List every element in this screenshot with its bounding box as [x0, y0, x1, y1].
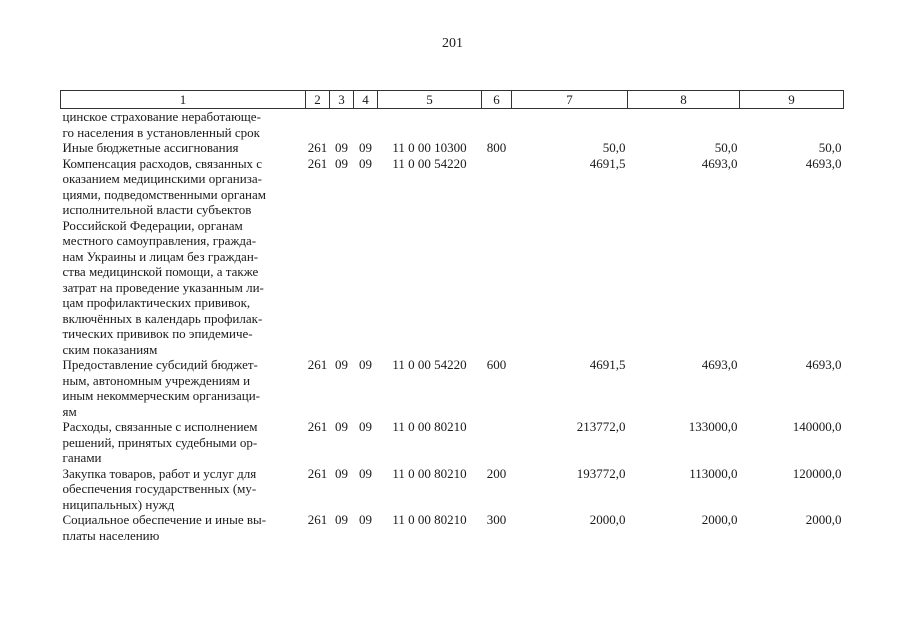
cell-target-article: 11 0 00 80210 — [392, 419, 467, 434]
cell-amount-7: 4691,5 — [589, 357, 626, 372]
header-row — [61, 91, 844, 109]
row-name-line: оказанием медицинскими организа- — [62, 171, 262, 186]
cell-code-3: 09 — [335, 357, 348, 372]
row-name-line: тических прививок по эпидемиче- — [62, 326, 253, 341]
row-name-line: нам Украины и лицам без граждан- — [62, 248, 259, 264]
row-name-line: Социальное обеспечение и иные вы- — [62, 512, 267, 527]
cell-amount-8: 4693,0 — [701, 155, 738, 171]
cell-amount-8: 113000,0 — [689, 465, 738, 481]
cell-amount-9: 50,0 — [818, 140, 842, 155]
page-number: 201 — [442, 36, 463, 51]
cell-amount-7: 213772,0 — [576, 419, 626, 434]
cell-code-2 — [306, 109, 330, 141]
cell-code-3: 09 — [335, 140, 348, 155]
column-header-4: 4 — [354, 91, 378, 109]
cell-amount-8: 133000,0 — [688, 419, 738, 434]
cell-expense-type: 200 — [486, 465, 507, 481]
row-name — [61, 109, 306, 141]
cell-amount-9: 4693,0 — [805, 155, 842, 171]
row-name-line: Расходы, связанные с исполнением — [62, 419, 258, 434]
row-name-line: цинское страхование неработающе- — [62, 109, 261, 124]
row-name-line: обеспечения государственных (му- — [62, 481, 257, 496]
cell-code-4: 09 — [359, 419, 372, 434]
cell-amount-7: 4691,5 — [589, 155, 626, 171]
cell-code-3 — [330, 109, 354, 141]
cell-code-2: 261 — [307, 155, 328, 171]
cell-expense-type: 300 — [486, 512, 507, 527]
table-row — [61, 419, 844, 466]
row-name-line: ганами — [62, 450, 102, 465]
cell-code-3: 09 — [335, 155, 348, 171]
row-name-line: включённых в календарь профилак- — [62, 310, 263, 326]
row-name-line: ства медицинской помощи, а также — [62, 264, 259, 279]
column-header-1: 1 — [61, 91, 306, 109]
row-name — [61, 357, 306, 419]
cell-code-4 — [354, 109, 378, 141]
cell-amount-8: 2000,0 — [701, 512, 738, 527]
cell-code-4: 09 — [359, 512, 372, 527]
cell-code-2: 261 — [307, 140, 328, 155]
row-name — [61, 466, 306, 513]
row-name-line: цам профилактических прививок, — [62, 295, 251, 310]
cell-target-article: 11 0 00 54220 — [392, 155, 467, 171]
row-name-line: ным, автономным учреждениям и — [62, 372, 251, 388]
row-name-line: Иные бюджетные ассигнования — [62, 140, 239, 155]
table-row — [61, 140, 844, 156]
cell-amount-9: 120000,0 — [792, 465, 842, 481]
cell-target-article: 11 0 00 80210 — [392, 465, 467, 481]
cell-code-3: 09 — [335, 512, 348, 527]
row-name-line: Закупка товаров, работ и услуг для — [62, 465, 257, 481]
table-row — [61, 512, 844, 543]
row-name-line: циями, подведомственными органам — [62, 186, 266, 202]
column-header-5: 5 — [378, 91, 482, 109]
cell-expense-type: 600 — [486, 357, 507, 372]
cell-code-3: 09 — [335, 465, 348, 481]
table-row — [61, 156, 844, 358]
table-row — [61, 109, 844, 141]
cell-code-2: 261 — [307, 512, 328, 527]
row-name-line: ям — [62, 403, 77, 419]
column-header-3: 3 — [330, 91, 354, 109]
row-name-line: исполнительной власти субъектов — [62, 202, 252, 217]
cell-code-2: 261 — [307, 465, 328, 481]
table-body — [61, 109, 844, 544]
cell-expense-type — [482, 109, 512, 141]
cell-target-article: 11 0 00 80210 — [392, 512, 467, 527]
row-name-line: го населения в установленный срок — [62, 124, 260, 140]
row-name-line: ским показаниям — [62, 341, 158, 357]
row-name-line: иным некоммерческим организаци- — [62, 388, 260, 403]
cell-amount-8: 50,0 — [714, 140, 738, 155]
row-name-line: ниципальных) нужд — [62, 496, 175, 512]
cell-target-article: 11 0 00 10300 — [392, 140, 467, 155]
cell-amount-8: 4693,0 — [701, 357, 738, 372]
budget-table — [60, 90, 844, 543]
table-row — [61, 357, 844, 419]
cell-code-4: 09 — [359, 357, 372, 372]
column-header-2: 2 — [306, 91, 330, 109]
cell-amount-9: 4693,0 — [805, 357, 842, 372]
row-name — [61, 512, 306, 543]
row-name-line: затрат на проведение указанным ли- — [62, 279, 264, 295]
cell-expense-type — [482, 419, 512, 466]
cell-target-article: 11 0 00 54220 — [392, 357, 467, 372]
column-header-6: 6 — [482, 91, 512, 109]
row-name-line: Предоставление субсидий бюджет- — [62, 357, 258, 372]
cell-code-4: 09 — [359, 140, 372, 155]
column-header-8: 8 — [628, 91, 740, 109]
row-name — [61, 419, 306, 466]
column-header-7: 7 — [512, 91, 628, 109]
row-name-line: платы населению — [62, 527, 160, 543]
cell-code-4: 09 — [359, 465, 372, 481]
cell-code-3: 09 — [335, 419, 348, 434]
cell-amount-9: 140000,0 — [792, 419, 842, 434]
cell-target-article — [378, 109, 482, 141]
cell-amount-7: 193772,0 — [576, 465, 626, 481]
column-header-9: 9 — [740, 91, 844, 109]
cell-expense-type — [482, 156, 512, 358]
row-name — [61, 140, 306, 156]
table-row — [61, 466, 844, 513]
row-name — [61, 156, 306, 358]
row-name-line: Российской Федерации, органам — [62, 217, 243, 233]
cell-code-2: 261 — [307, 419, 328, 434]
cell-amount-7 — [512, 109, 628, 141]
cell-amount-9 — [740, 109, 844, 141]
cell-code-4: 09 — [359, 155, 372, 171]
cell-amount-8 — [628, 109, 740, 141]
row-name-line: решений, принятых судебными ор- — [62, 434, 258, 450]
row-name-line: Компенсация расходов, связанных с — [62, 155, 263, 171]
cell-amount-7: 50,0 — [602, 140, 626, 155]
cell-amount-9: 2000,0 — [805, 512, 842, 527]
cell-amount-7: 2000,0 — [589, 512, 626, 527]
row-name-line: местного самоуправления, гражда- — [62, 233, 257, 248]
cell-code-2: 261 — [307, 357, 328, 372]
cell-expense-type: 800 — [486, 140, 507, 155]
